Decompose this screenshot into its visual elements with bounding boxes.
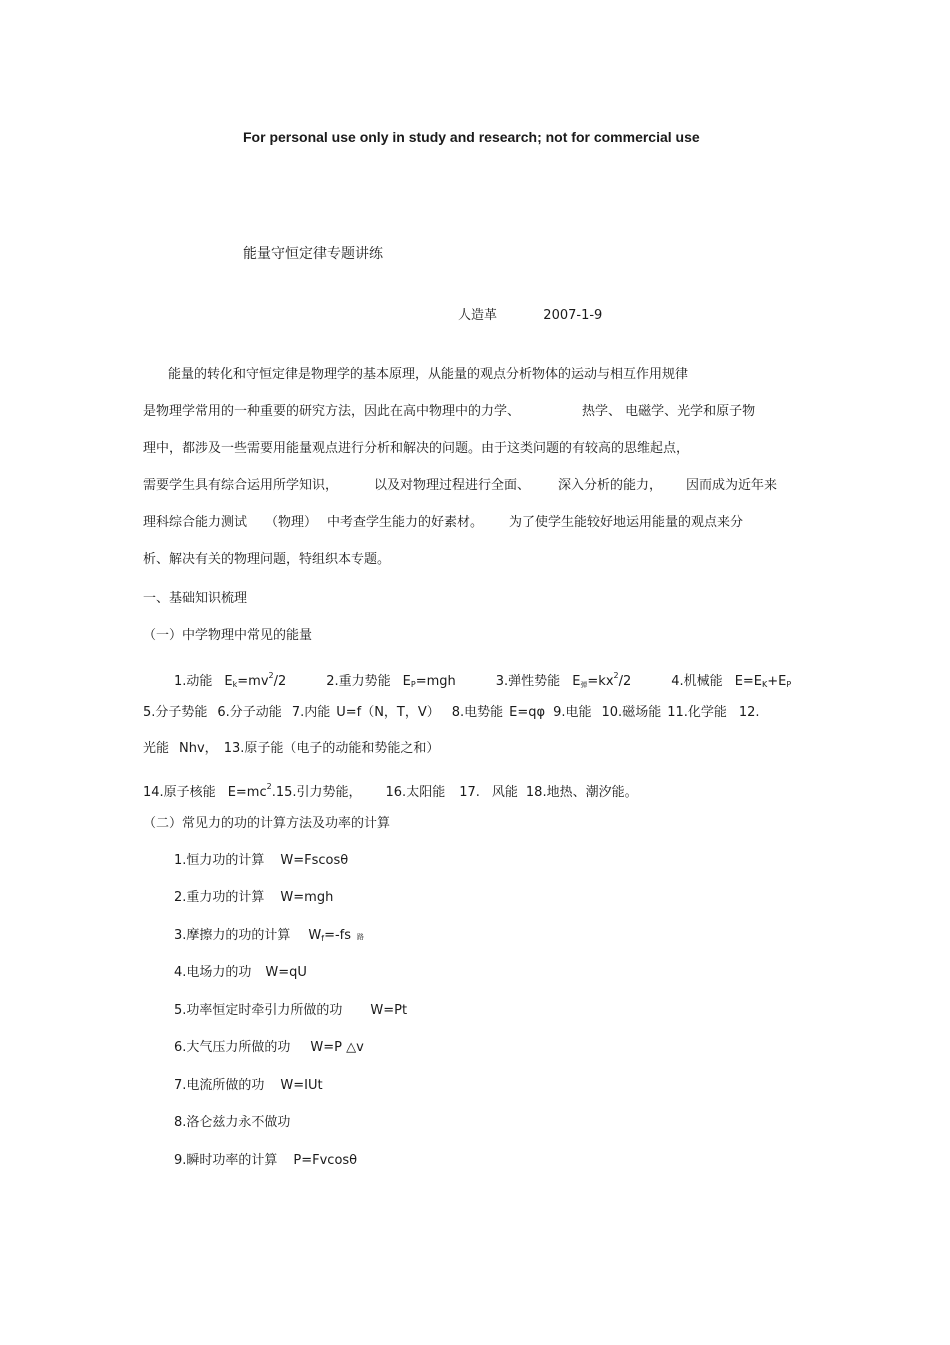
- energy-row-1: [174, 667, 791, 694]
- wind-energy: 风能: [491, 785, 518, 800]
- work-item-9: [174, 1152, 357, 1170]
- work-item-label: 1.恒力功的计算: [174, 853, 265, 868]
- elastic-pe-label: 3.弹性势能: [495, 674, 561, 689]
- intro-line-4-part-d: 因而成为近年来: [686, 478, 778, 493]
- item-12-number: 12.: [738, 705, 760, 720]
- work-item-6: [174, 1039, 364, 1057]
- work-item-3: [174, 927, 364, 948]
- atomic-energy: 13.原子能（电子的动能和势能之和）: [223, 741, 440, 756]
- work-item-label: 6.大气压力所做的功: [174, 1040, 291, 1055]
- author-name: 人造革: [458, 308, 498, 323]
- kinetic-energy-formula: Ek=mv2/2: [224, 671, 287, 689]
- document-date: 2007-1-9: [543, 308, 603, 323]
- energy-row-3: [143, 740, 439, 758]
- work-item-formula: W=P △v: [310, 1040, 364, 1055]
- intro-line-4-part-a: 需要学生具有综合运用所学知识，: [143, 478, 339, 493]
- magnetic-energy: 10.磁场能: [601, 705, 662, 720]
- solar-energy: 16.太阳能: [385, 785, 446, 800]
- electric-pe-formula: E=qφ: [509, 705, 546, 720]
- work-item-formula: Wf=-fs 路: [308, 928, 365, 943]
- work-item-label: 9.瞬时功率的计算: [174, 1153, 278, 1168]
- disclaimer-banner: For personal use only in study and research; not for commercial use: [243, 129, 700, 145]
- intro-line-4: [143, 477, 777, 495]
- item-17-number: 17.: [459, 785, 480, 800]
- section-heading: 一、基础知识梳理: [143, 591, 248, 606]
- elastic-pe-formula: E弹=kx2/2: [572, 671, 632, 689]
- intro-line-1: 能量的转化和守恒定律是物理学的基本原理，从能量的观点分析物体的运动与相互作用规律: [168, 367, 689, 382]
- electric-energy: 9.电能: [553, 705, 592, 720]
- work-item-4: [174, 964, 307, 982]
- subsection-work-heading: （二）常见力的功的计算方法及功率的计算: [143, 816, 391, 831]
- electric-pe-label: 8.电势能: [451, 705, 504, 720]
- intro-line-6: 析、解决有关的物理问题，特组织本专题。: [143, 552, 391, 567]
- intro-line-2-part-b: 热学、 电磁学、光学和原子物: [582, 404, 756, 419]
- work-item-8: [174, 1114, 290, 1132]
- document-title: 能量守恒定律专题讲练: [243, 246, 383, 262]
- mechanical-energy-formula: E=EK+EP: [734, 674, 792, 689]
- intro-line-3: 理中，都涉及一些需要用能量观点进行分析和解决的问题。由于这类问题的有较高的思维起点，: [143, 441, 690, 456]
- intro-line-4-part-b: 以及对物理过程进行全面、: [374, 478, 531, 493]
- nuclear-energy-label: 14.原子核能: [143, 785, 216, 800]
- intro-line-5-part-d: 为了使学生能较好地运用能量的观点来分: [509, 515, 744, 530]
- light-energy-formula: Nhv，: [179, 741, 218, 756]
- work-item-label: 7.电流所做的功: [174, 1078, 265, 1093]
- work-item-formula: W=Pt: [370, 1003, 408, 1018]
- work-item-formula: P=Fvcosθ: [293, 1153, 358, 1168]
- work-item-label: 4.电场力的功: [174, 965, 252, 980]
- work-item-formula: W=qU: [265, 965, 307, 980]
- work-item-label: 3.摩擦力的功的计算: [174, 928, 291, 943]
- nuclear-energy-formula: E=mc2.15.引力势能，: [227, 782, 362, 800]
- gravitational-pe-formula: EP=mgh: [402, 674, 456, 689]
- intro-line-2-part-a: 是物理学常用的一种重要的研究方法，因此在高中物理中的力学、: [143, 404, 521, 419]
- work-item-5: [174, 1002, 407, 1020]
- work-item-2: [174, 889, 333, 907]
- internal-energy-label: 7.内能: [291, 705, 331, 720]
- kinetic-energy-label: 1.动能: [174, 674, 213, 689]
- author-line: [458, 307, 602, 325]
- mechanical-energy-label: 4.机械能: [671, 674, 723, 689]
- subsection-energies-heading: （一）中学物理中常见的能量: [143, 628, 313, 643]
- geothermal-tidal-energy: 18.地热、潮汐能。: [525, 785, 638, 800]
- intro-line-5-part-b: （物理）: [265, 515, 318, 530]
- intro-line-4-part-c: 深入分析的能力，: [558, 478, 663, 493]
- intro-line-2: [143, 403, 755, 421]
- light-energy-label: 光能: [143, 741, 170, 756]
- internal-energy-formula: U=f（N，T，V）: [336, 705, 440, 720]
- molecular-ke: 6.分子动能: [217, 705, 282, 720]
- chemical-energy: 11.化学能: [667, 705, 727, 720]
- intro-line-5-part-a: 理科综合能力测试: [143, 515, 248, 530]
- energy-row-2: [143, 704, 760, 722]
- intro-line-5-part-c: 中考查学生能力的好素材。: [327, 515, 484, 530]
- work-item-formula: W=mgh: [280, 890, 334, 905]
- work-item-formula: W=Fscosθ: [280, 853, 349, 868]
- work-item-formula: W=IUt: [280, 1078, 323, 1093]
- energy-row-4: [143, 778, 638, 802]
- gravitational-pe-label: 2.重力势能: [326, 674, 391, 689]
- work-item-label: 2.重力功的计算: [174, 890, 265, 905]
- work-item-label: 8.洛仑兹力永不做功: [174, 1115, 291, 1130]
- molecular-pe: 5.分子势能: [143, 705, 208, 720]
- intro-line-5: [143, 514, 743, 532]
- work-item-1: [174, 852, 348, 870]
- work-item-label: 5.功率恒定时牵引力所做的功: [174, 1003, 343, 1018]
- work-item-7: [174, 1077, 323, 1095]
